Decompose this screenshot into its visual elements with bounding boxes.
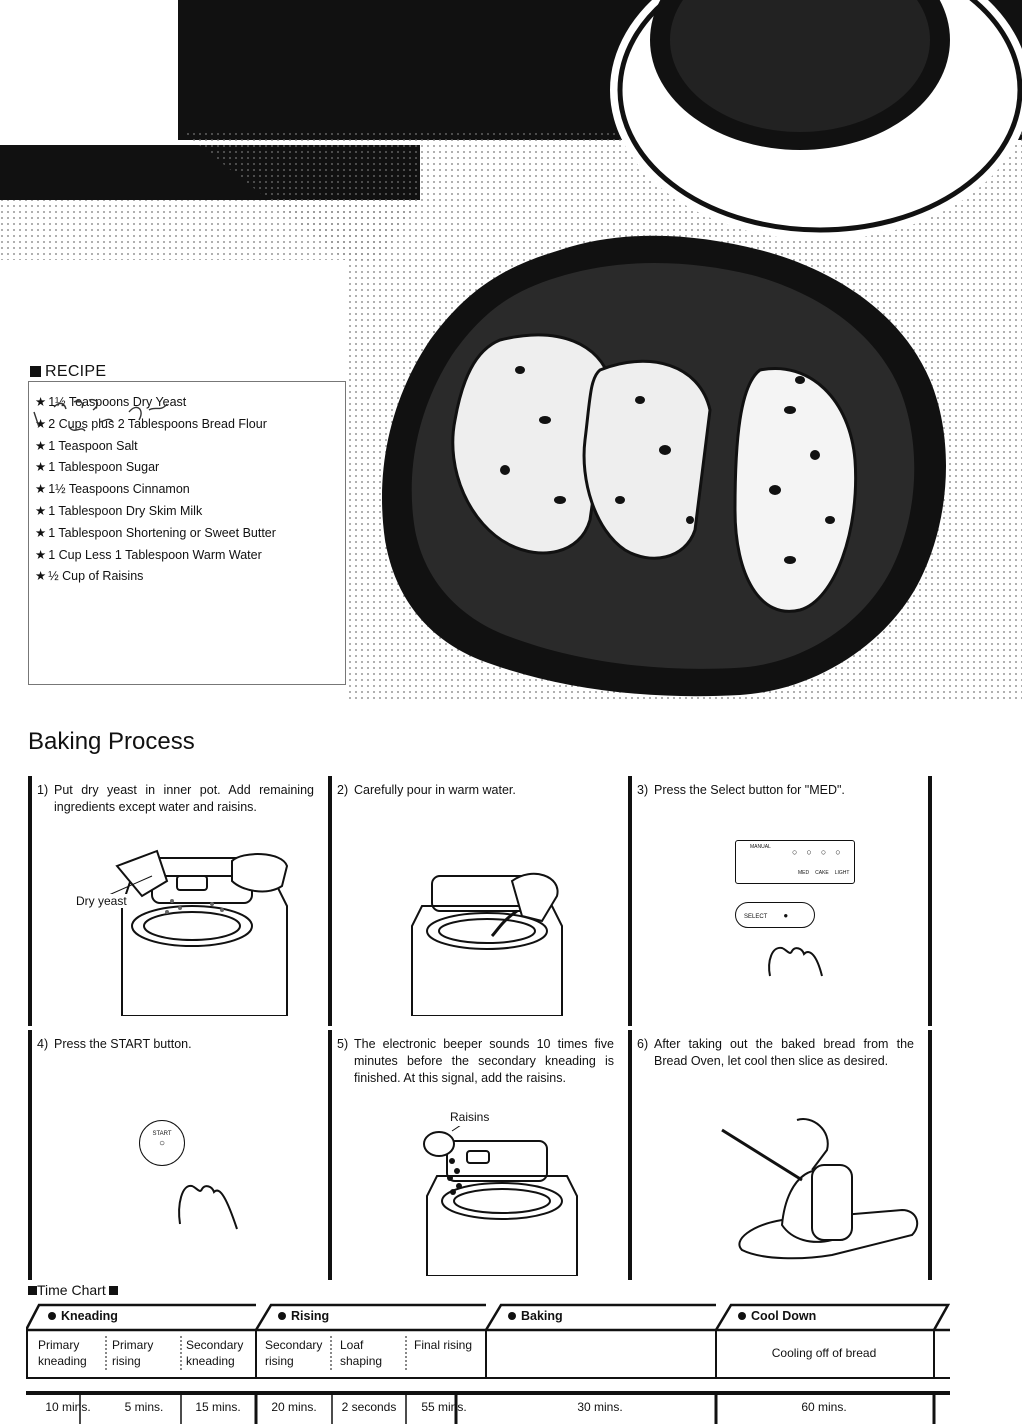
step-6-text: 6) After taking out the baked bread from the Bread Oven, let cool then slice as desired. — [637, 1037, 914, 1068]
duration-cell: 2 seconds — [341, 1400, 397, 1414]
manual-label: MANUAL — [750, 844, 771, 850]
mode-lights: ○○○○ — [792, 847, 850, 857]
recipe-heading: RECIPE — [30, 363, 106, 381]
duration-cell: 20 mins. — [271, 1400, 317, 1414]
stage-cell: Final rising — [414, 1338, 473, 1352]
cake-label: CAKE — [815, 870, 829, 876]
duration-cell: 60 mins. — [801, 1400, 847, 1414]
recipe-item: ★ 1½ Teaspoons Cinnamon — [35, 482, 190, 497]
step-5-text: 5) The electronic beeper sounds 10 times five minutes before the secondary kneading is finished. At this signal, add the raisins. — [337, 1037, 614, 1085]
recipe-item: ★ ½ Cup of Raisins — [35, 569, 144, 584]
square-bullet-icon — [30, 366, 41, 377]
stage-cell: Loaf shaping — [340, 1338, 383, 1368]
stage-cell: Cooling off of bread — [771, 1346, 877, 1360]
phase-baking: Baking — [508, 1309, 563, 1323]
slicing-illustration — [712, 1110, 922, 1260]
step-2-text: 2) Carefully pour in warm water. — [337, 783, 516, 797]
phase-cool-down: Cool Down — [738, 1309, 816, 1323]
recipe-item: ★ 1½ Teaspoons Dry Yeast — [35, 395, 187, 409]
recipe-box — [28, 381, 346, 685]
step-5 — [328, 1030, 628, 1280]
med-label: MED — [798, 870, 810, 876]
dry-yeast-label: Dry yeast — [76, 894, 127, 908]
phase-rising: Rising — [278, 1309, 329, 1323]
divider — [928, 776, 932, 1026]
step-2 — [328, 776, 628, 1026]
square-bullet-icon — [109, 1286, 118, 1295]
duration-cell: 10 mins. — [45, 1400, 91, 1414]
step-1-text: 1) Put dry yeast in inner pot. Add remaining ingredients except water and raisins. — [37, 783, 314, 814]
recipe-item: ★ 2 Cups plus 2 Tablespoons Bread Flour — [35, 416, 267, 431]
bread-photo — [0, 0, 1022, 700]
step-4 — [28, 1030, 328, 1280]
recipe-item: ★ 1 Tablespoon Shortening or Sweet Butter — [35, 525, 276, 540]
stage-cell: Secondary rising — [265, 1338, 323, 1368]
duration-cell: 15 mins. — [195, 1400, 241, 1414]
step-3-text: 3) Press the Select button for "MED". — [637, 783, 845, 797]
baking-process-title: Baking Process — [28, 728, 195, 755]
raisins-label: Raisins — [450, 1110, 490, 1124]
stage-cell: Primary rising — [112, 1338, 154, 1368]
stage-cell: Primary kneading — [38, 1338, 87, 1368]
phase-kneading: Kneading — [48, 1309, 118, 1323]
water-pour-illustration — [402, 866, 582, 1016]
handwritten-note — [29, 382, 229, 452]
recipe-item: ★ 1 Cup Less 1 Tablespoon Warm Water — [35, 547, 262, 562]
control-panel — [735, 840, 855, 884]
duration-cell: 30 mins. — [577, 1400, 623, 1414]
recipe-item: ★ 1 Tablespoon Sugar — [35, 460, 160, 475]
step-1 — [28, 776, 328, 1026]
recipe-item: ★ 1 Tablespoon Dry Skim Milk — [35, 503, 203, 518]
start-button[interactable]: START ○ — [139, 1120, 185, 1166]
divider — [928, 1030, 932, 1280]
square-bullet-icon — [28, 1286, 37, 1295]
duration-cell: 55 mins. — [421, 1400, 467, 1414]
raisins-illustration — [417, 1126, 597, 1276]
time-chart-heading: Time Chart — [28, 1282, 118, 1298]
step-3 — [628, 776, 928, 1026]
yeast-illustration — [72, 846, 312, 1016]
select-button[interactable]: SELECT ● — [735, 902, 815, 928]
mode-labels — [798, 870, 849, 876]
step-6 — [628, 1030, 928, 1280]
duration-cell: 5 mins. — [124, 1400, 164, 1414]
recipe-item: ★ 1 Teaspoon Salt — [35, 438, 138, 453]
light-label: LIGHT — [834, 870, 850, 876]
step-4-text: 4) Press the START button. — [37, 1037, 192, 1051]
pointing-hand-icon — [762, 936, 832, 986]
stage-cell: Secondary kneading — [186, 1338, 244, 1368]
pointing-hand-icon — [172, 1174, 242, 1234]
